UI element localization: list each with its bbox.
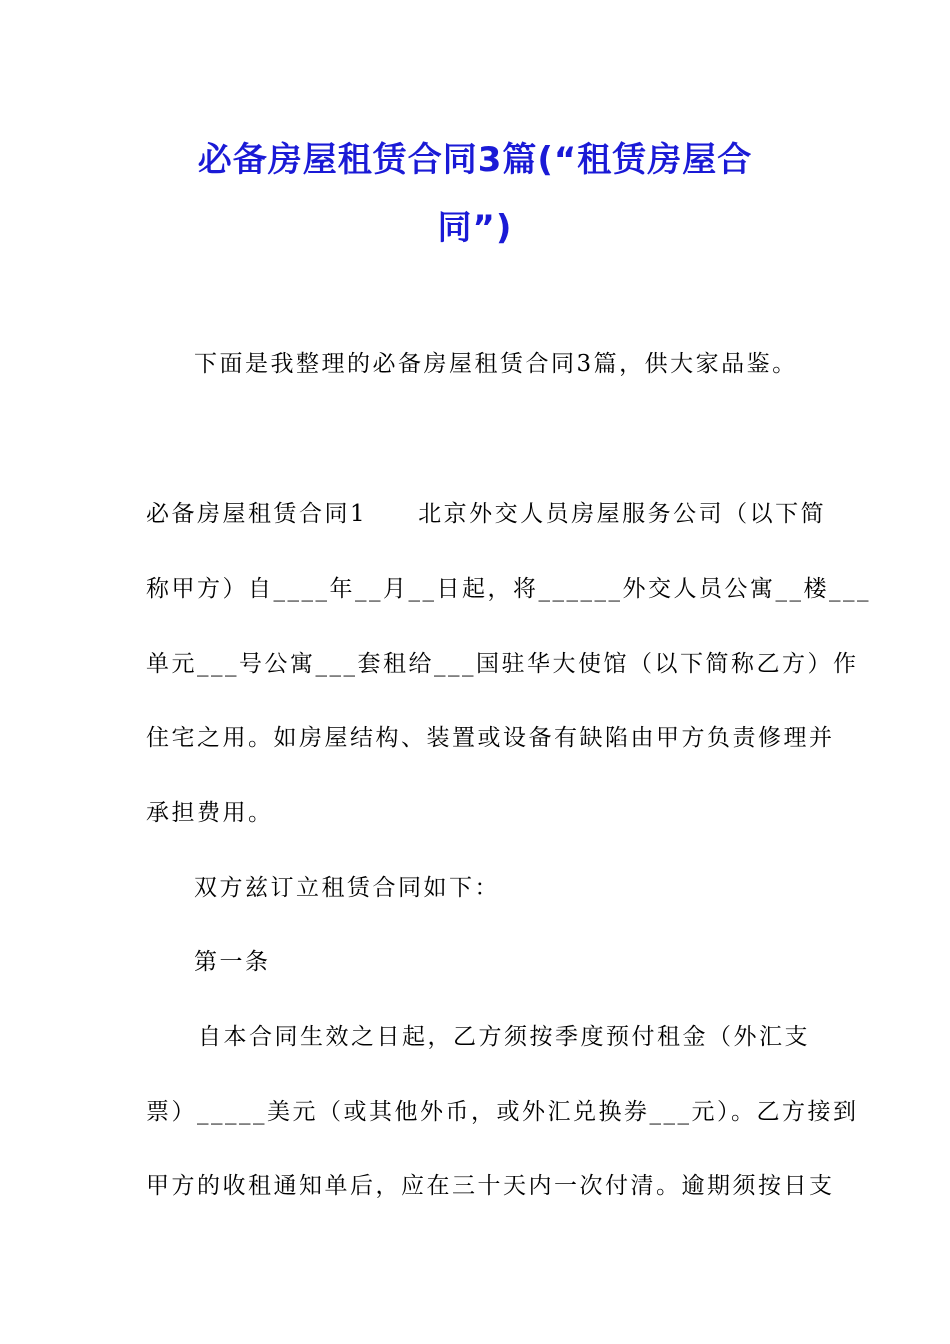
paragraph-1-line-2: 称甲方）自____年__月__日起，将______外交人员公寓__楼___ (146, 576, 871, 602)
intro-paragraph: 下面是我整理的必备房屋租赁合同3篇，供大家品鉴。 (194, 351, 798, 377)
paragraph-1-line-3: 单元___号公寓___套租给___国驻华大使馆（以下简称乙方）作 (146, 651, 859, 677)
paragraph-1-line-1: 必备房屋租赁合同1 北京外交人员房屋服务公司（以下简 (146, 501, 827, 527)
document-title-line-1: 必备房屋租赁合同3篇(“租赁房屋合 (197, 140, 753, 180)
paragraph-2: 双方兹订立租赁合同如下： (194, 875, 500, 901)
article-1-heading: 第一条 (194, 949, 271, 975)
article-1-line-1: 自本合同生效之日起，乙方须按季度预付租金（外汇支 (198, 1024, 810, 1050)
paragraph-1-line-5: 承担费用。 (146, 800, 274, 826)
paragraph-1-line-4: 住宅之用。如房屋结构、装置或设备有缺陷由甲方负责修理并 (146, 725, 835, 751)
document-title-line-2: 同”) (437, 208, 513, 248)
article-1-line-2: 票）_____美元（或其他外币，或外汇兑换券___元）。乙方接到 (146, 1099, 859, 1125)
article-1-line-3: 甲方的收租通知单后，应在三十天内一次付清。逾期须按日支 (146, 1173, 835, 1199)
